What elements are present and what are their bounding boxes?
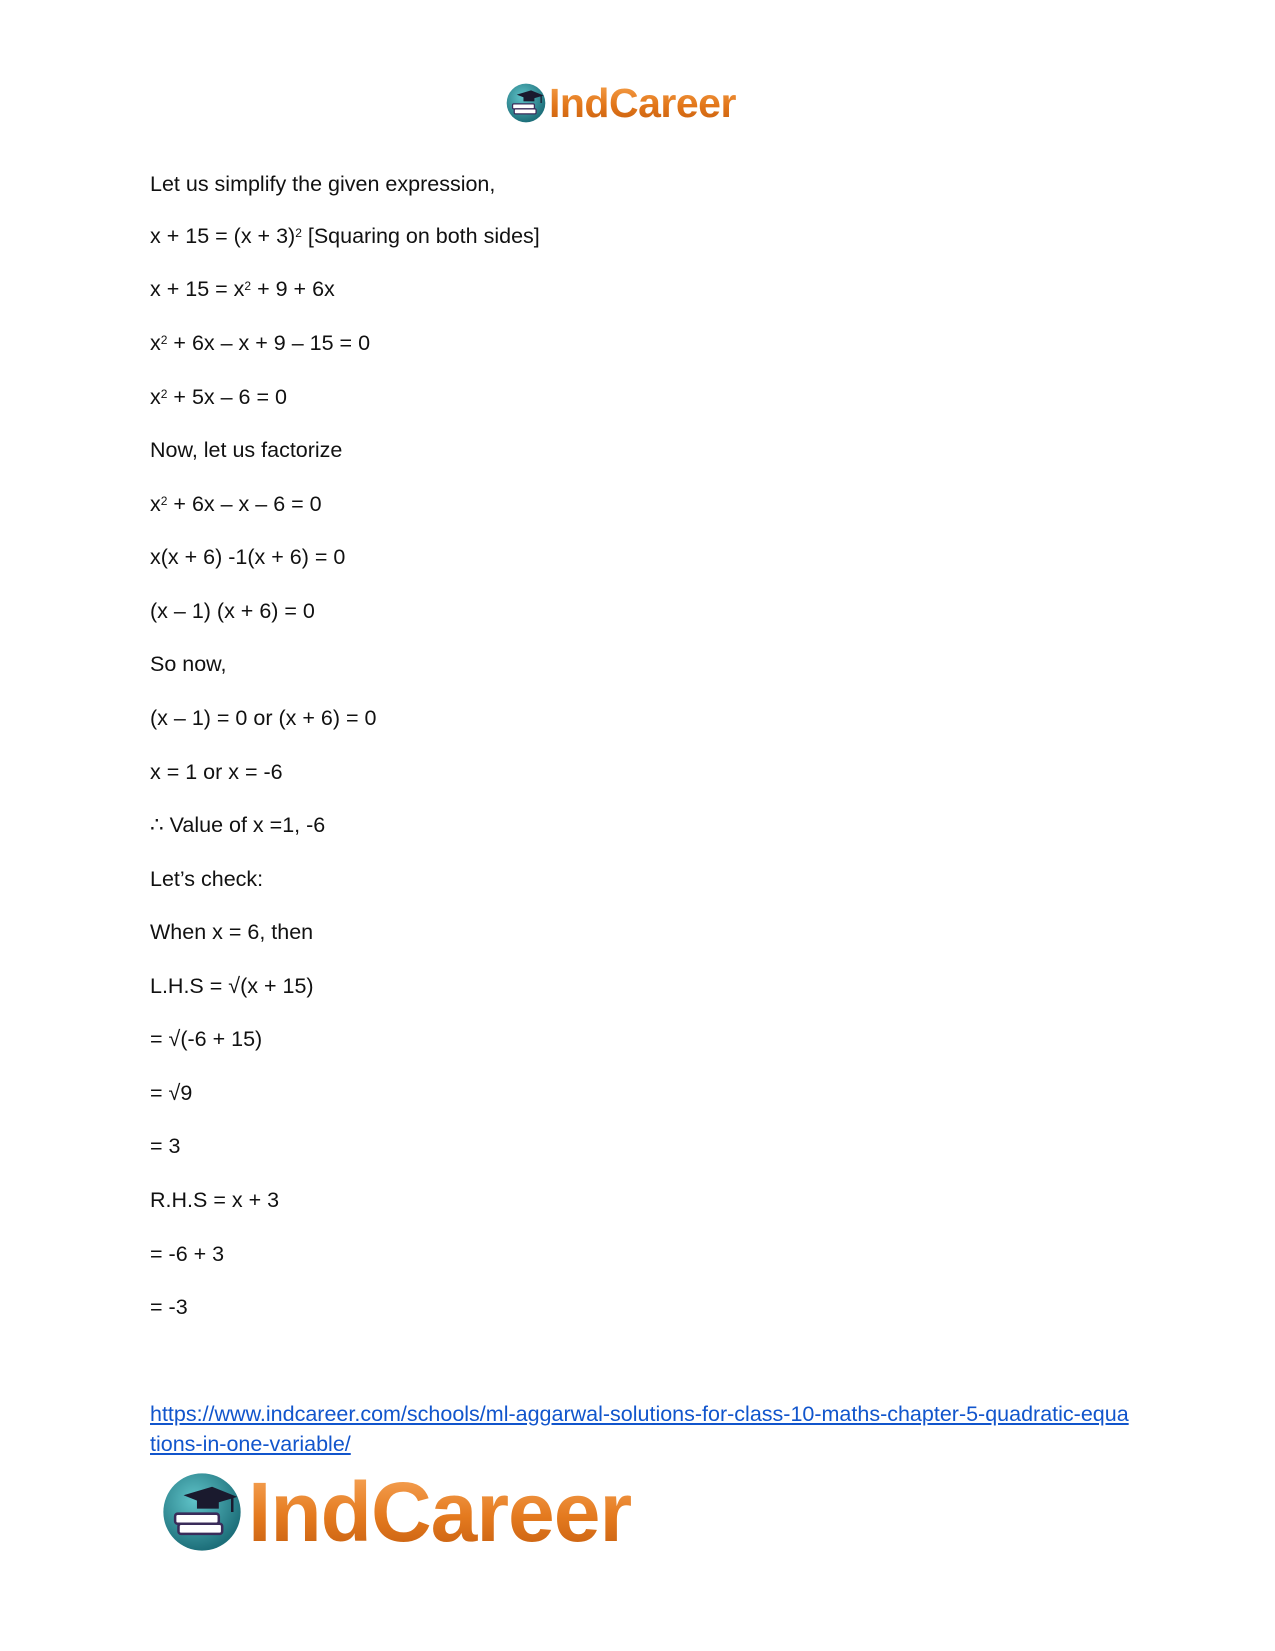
book-globe-icon	[505, 82, 547, 124]
equation-line: $x + 15 = (x + 3)^2$ [Squaring on both sides]	[150, 224, 540, 248]
text-line: Now, let us factorize	[150, 438, 343, 462]
equation-line: = 3	[150, 1134, 181, 1158]
equation-line: (x – 1) = 0 or (x + 6) = 0	[150, 706, 377, 730]
header-logo	[505, 80, 736, 126]
equation-line: $x + 15 = x^2 + 9 + 6x$	[150, 277, 335, 301]
equation-line: (x – 1) (x + 6) = 0	[150, 599, 315, 623]
equation-line: = -6 + 3	[150, 1242, 225, 1266]
source-link[interactable]: https://www.indcareer.com/schools/ml-aggarwal-solutions-for-class-10-maths-chapter-5-quadratic-equations-in-one-variable/	[150, 1402, 1129, 1456]
equation-line: = √(-6 + 15)	[150, 1027, 263, 1051]
equation-line: x = 1 or x = -6	[150, 760, 283, 784]
footer-logo	[160, 1467, 631, 1557]
equation-line: x(x + 6) -1(x + 6) = 0	[150, 545, 346, 569]
equation-line: L.H.S = √(x + 15)	[150, 974, 314, 998]
equation-line: $x^2 + 5x - 6 = 0$	[150, 385, 287, 409]
text-line: When x = 6, then	[150, 920, 314, 944]
equation-line: $x^2 + 6x - x - 6 = 0$	[150, 492, 322, 516]
text-line: So now,	[150, 652, 227, 676]
equation-line: $x^2 + 6x - x + 9 - 15 = 0$	[150, 331, 371, 355]
text-line: Let us simplify the given expression,	[150, 172, 496, 196]
text-line: Let’s check:	[150, 867, 264, 891]
equation-line: = -3	[150, 1295, 188, 1319]
logo-text: IndCareer	[248, 1465, 632, 1559]
result-line: ∴ Value of x =1, -6	[150, 813, 326, 837]
logo-text: IndCareer	[549, 79, 736, 126]
equation-line: R.H.S = x + 3	[150, 1188, 280, 1212]
book-globe-icon	[160, 1470, 244, 1554]
equation-line: = √9	[150, 1081, 193, 1105]
